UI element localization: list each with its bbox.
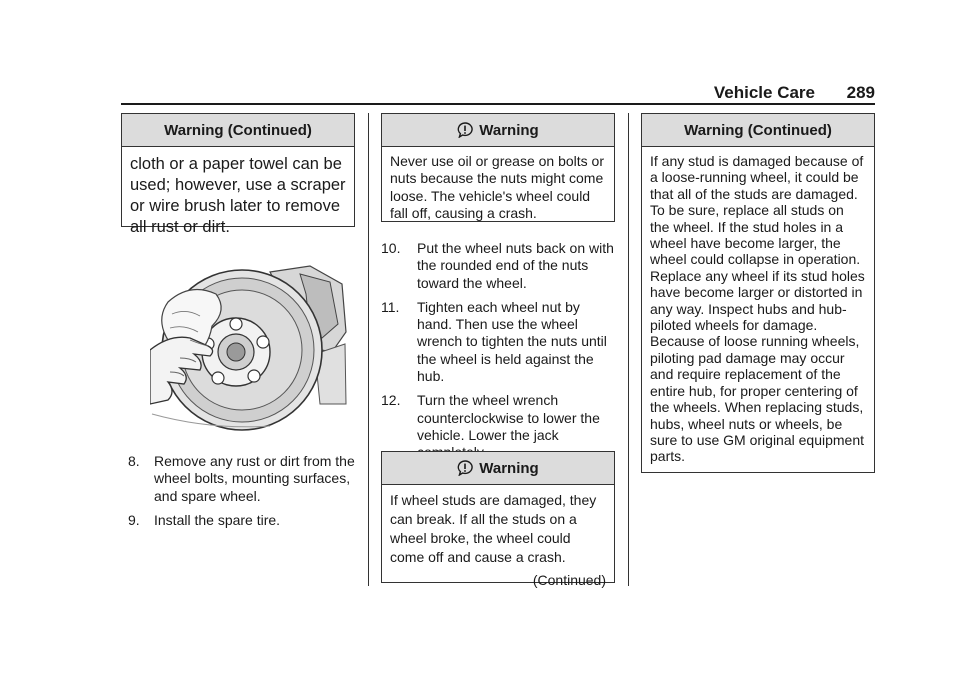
column-divider-1 [368,113,369,586]
warning-body-wrapper [382,485,614,598]
continued-label: (Continued) [532,572,606,588]
list-item [128,512,356,529]
warning-box-header [382,114,614,147]
wheel-hub-cleaning-illustration [150,254,348,434]
page-number: 289 [846,83,875,102]
step-number: 9. [128,511,140,528]
step-text: Turn the wheel wrench counterclockwise to lower the vehicle. Lower the jack [417,392,600,443]
step-text: Put the wheel nuts back on with the rounded end of the nuts toward the wheel. [417,240,614,291]
warning-box-oil-grease [381,113,615,222]
section-title: Vehicle Care [713,83,815,102]
list-item [128,453,356,505]
step-number: 10. [381,240,401,256]
step-text: Remove any rust or dirt from the wheel bolts, mounting surfaces, and spare wheel. [154,453,355,504]
warning-box-header [642,114,874,147]
warning-body: If any stud is damaged because of a loose-running wheel, it could be that all of the studs are damaged. To be sure, replace all studs on the wheel. If the stud holes in a wheel have become larger, the wheel could collapse in operation. Replace any wheel if its stud holes have become larger or distorted in any way. Inspect hubs and hub-piloted wheels for damage. Because of loose running wheels, piloting pad damage may occur and require replacement of the entire hub, for proper centering of the wheels. When replacing studs, hubs, wheel nuts or wheels, be sure to use GM original equipment parts. [650,153,865,465]
warning-title: Warning [479,459,539,477]
page-header [121,83,875,104]
warning-body: cloth or a paper towel can be used; however, use a scraper or wire brush later to remove all rust or dirt. [130,155,346,236]
warning-bubble-icon [457,122,473,138]
warning-title: Warning (Continued) [684,121,832,139]
warning-title: Warning [479,121,539,139]
warning-bubble-icon [457,460,473,476]
warning-body: Never use oil or grease on bolts or nuts because the nuts might come loose. The vehicle's wheel could fall off, causing a crash. [390,153,604,221]
warning-body: If wheel studs are damaged, they can break. If all the studs on a wheel broke, the wheel could come off and cause a crash. [390,492,597,565]
steps-list-col1 [128,453,356,536]
column-divider-2 [628,113,629,586]
list-item [381,240,617,292]
warning-box-header [122,114,354,147]
warning-box-header [382,452,614,485]
step-text: Install the spare tire. [154,511,281,528]
warning-box-wheel-studs [381,451,615,588]
step-text: Tighten each wheel nut by hand. Then use the wheel wrench to tighten the nuts until the wheel is held against the hub. [417,298,607,385]
step-number: 11. [381,298,400,315]
warning-box-continued-col1 [121,113,355,236]
step-number: 12. [381,392,401,409]
list-item [381,299,617,385]
steps-list-col2 [381,240,617,469]
warning-box-continued-col3 [641,113,875,473]
header-rule [121,103,875,105]
warning-title: Warning (Continued) [164,121,312,139]
step-number: 8. [128,453,140,469]
